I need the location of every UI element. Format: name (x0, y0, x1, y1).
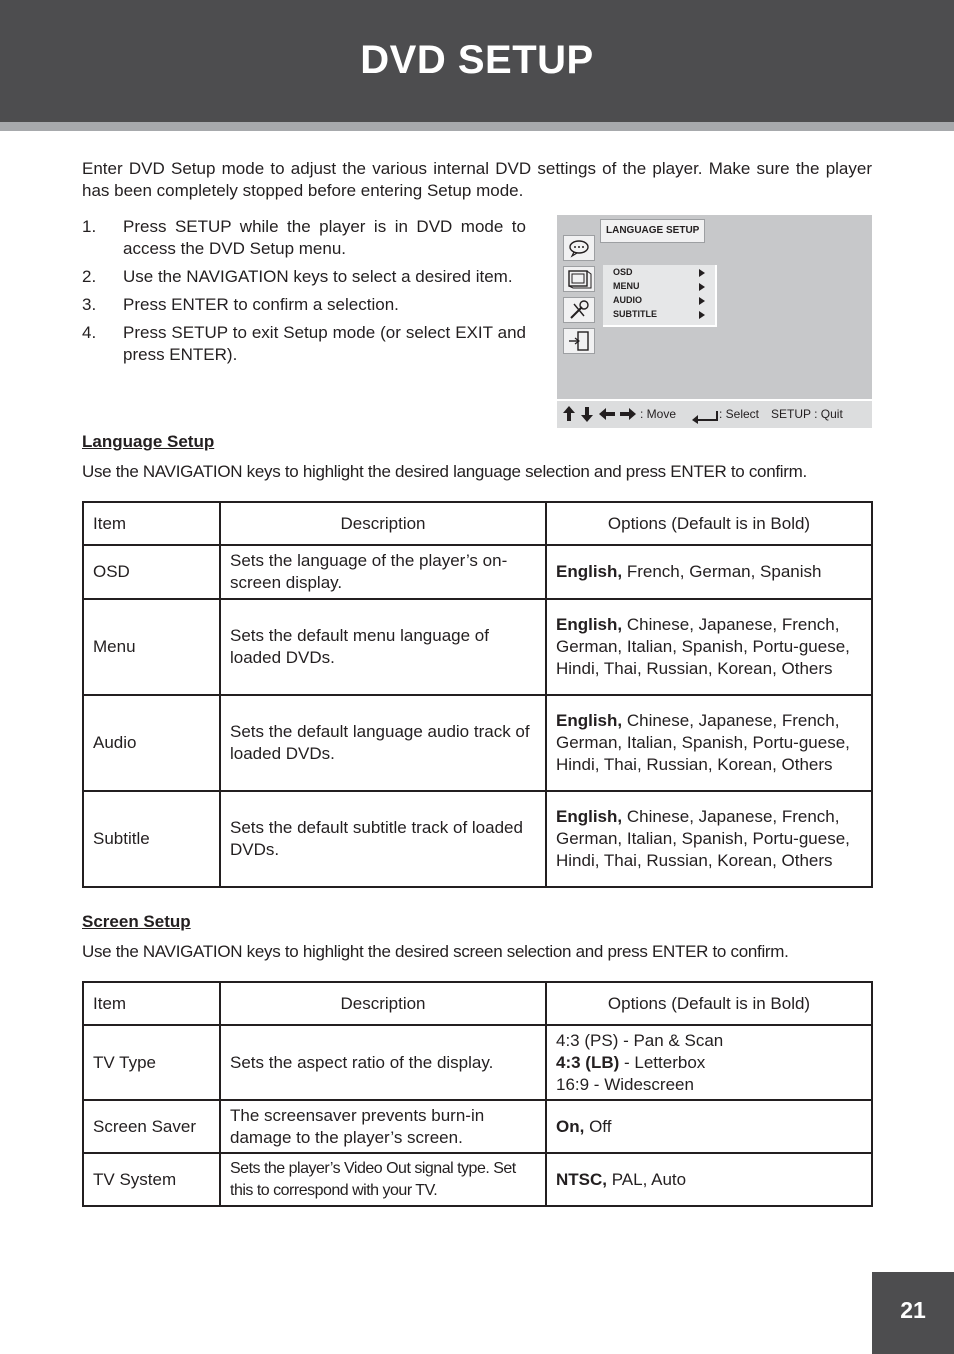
other-options: Chinese, Japanese, French, German, Italian, Spanish, Portu-guese, Hindi, Thai, Russian, Korean, Others (556, 807, 850, 870)
other-options: Chinese, Japanese, French, German, Italian, Spanish, Portu-guese, Hindi, Thai, Russian, Korean, Others (556, 615, 850, 678)
options-cell (546, 1100, 872, 1153)
option-text: - Letterbox (619, 1052, 706, 1072)
default-option: English, (556, 807, 623, 826)
table-row (83, 1100, 872, 1153)
column-header: Options (Default is in Bold) (546, 982, 872, 1025)
table-header-row (83, 502, 872, 545)
description-cell: Sets the player’s Video Out signal type. Set this to correspond with your TV. (220, 1153, 546, 1206)
item-cell: Audio (83, 695, 220, 791)
description-cell: Sets the default menu language of loaded DVDs. (220, 599, 546, 695)
list-item (82, 294, 526, 316)
step-text: Press ENTER to confirm a selection. (123, 295, 399, 314)
language-icon (563, 235, 595, 261)
default-option: On, (556, 1116, 585, 1136)
osd-screenshot (557, 215, 872, 428)
item-cell: OSD (83, 545, 220, 599)
options-cell (546, 545, 872, 599)
table-row (83, 1025, 872, 1100)
item-cell: TV Type (83, 1025, 220, 1100)
page-title: DVD SETUP (360, 38, 594, 82)
osd-menu-item[interactable]: OSD (613, 267, 633, 277)
language-setup-description: Use the NAVIGATION keys to highlight the desired language selection and press ENTER to confirm. (82, 462, 807, 481)
screen-setup-description: Use the NAVIGATION keys to highlight the desired screen selection and press ENTER to confirm. (82, 942, 789, 961)
step-text: Press SETUP while the player is in DVD mode to access the DVD Setup menu. (123, 217, 526, 258)
arrow-right-icon (699, 269, 705, 277)
osd-menu-item[interactable]: AUDIO (613, 295, 642, 305)
tools-icon (563, 297, 595, 323)
intro-paragraph: Enter DVD Setup mode to adjust the various internal DVD settings of the player. Make sure the player has been completely stopped before entering Setup mode. (82, 159, 872, 200)
move-hint: : Move (640, 407, 677, 421)
table-row (83, 599, 872, 695)
steps-list (82, 216, 526, 372)
arrow-right-icon (699, 297, 705, 305)
options-cell (546, 791, 872, 887)
table-row (83, 545, 872, 599)
default-option: English, (556, 562, 623, 581)
navigation-arrows-icon (561, 405, 637, 432)
step-number: 2. (82, 267, 97, 286)
header-strip (0, 122, 954, 131)
step-number: 1. (82, 217, 97, 236)
page-number: 21 (872, 1272, 954, 1354)
language-setup-heading: Language Setup (82, 432, 215, 451)
item-cell: Menu (83, 599, 220, 695)
select-hint: : Select (719, 407, 760, 421)
osd-menu-item[interactable]: SUBTITLE (613, 309, 657, 319)
other-options: Chinese, Japanese, French, German, Italian, Spanish, Portu-guese, Hindi, Thai, Russian, Korean, Others (556, 711, 850, 774)
options-cell (546, 599, 872, 695)
table-header-row (83, 982, 872, 1025)
item-cell: TV System (83, 1153, 220, 1206)
default-option: NTSC, (556, 1169, 607, 1189)
description-cell: Sets the aspect ratio of the display. (220, 1025, 546, 1100)
description-cell: Sets the language of the player’s on-screen display. (220, 545, 546, 599)
column-header: Item (83, 502, 220, 545)
item-cell: Subtitle (83, 791, 220, 887)
exit-icon (563, 328, 595, 354)
description-cell: Sets the default language audio track of loaded DVDs. (220, 695, 546, 791)
screen-setup-table (82, 981, 873, 1207)
column-header: Description (220, 982, 546, 1025)
options-cell (546, 695, 872, 791)
list-item (82, 322, 526, 366)
description-cell: The screensaver prevents burn-in damage to the player’s screen. (220, 1100, 546, 1153)
enter-icon (691, 407, 719, 433)
other-options: Off (584, 1116, 612, 1136)
step-number: 3. (82, 295, 97, 314)
options-cell (546, 1153, 872, 1206)
osd-help-bar (557, 399, 872, 428)
osd-title: LANGUAGE SETUP (600, 219, 705, 243)
table-row (83, 1153, 872, 1206)
table-row (83, 695, 872, 791)
screen-setup-heading: Screen Setup (82, 912, 191, 931)
description-cell: Sets the default subtitle track of loaded DVDs. (220, 791, 546, 887)
option-line: 4:3 (PS) - Pan & Scan (556, 1030, 724, 1050)
arrow-right-icon (699, 283, 705, 291)
option-line: 16:9 - Widescreen (556, 1074, 694, 1094)
other-options: PAL, Auto (607, 1169, 687, 1189)
column-header: Item (83, 982, 220, 1025)
arrow-right-icon (699, 311, 705, 319)
quit-hint: SETUP : Quit (771, 407, 843, 421)
osd-menu-item[interactable]: MENU (613, 281, 640, 291)
other-options: French, German, Spanish (622, 562, 822, 581)
list-item (82, 266, 526, 288)
column-header: Description (220, 502, 546, 545)
list-item (82, 216, 526, 260)
option-line (556, 1052, 862, 1074)
default-option: English, (556, 711, 623, 730)
step-text: Use the NAVIGATION keys to select a desired item. (123, 267, 513, 286)
table-row (83, 791, 872, 887)
step-number: 4. (82, 323, 97, 342)
default-option: 4:3 (LB) (556, 1052, 620, 1072)
item-cell: Screen Saver (83, 1100, 220, 1153)
step-text: Press SETUP to exit Setup mode (or select EXIT and press ENTER). (123, 323, 526, 364)
screen-icon (563, 266, 595, 292)
options-cell (546, 1025, 872, 1100)
language-setup-table (82, 501, 873, 888)
default-option: English, (556, 615, 623, 634)
column-header: Options (Default is in Bold) (546, 502, 872, 545)
osd-menu (603, 265, 717, 327)
